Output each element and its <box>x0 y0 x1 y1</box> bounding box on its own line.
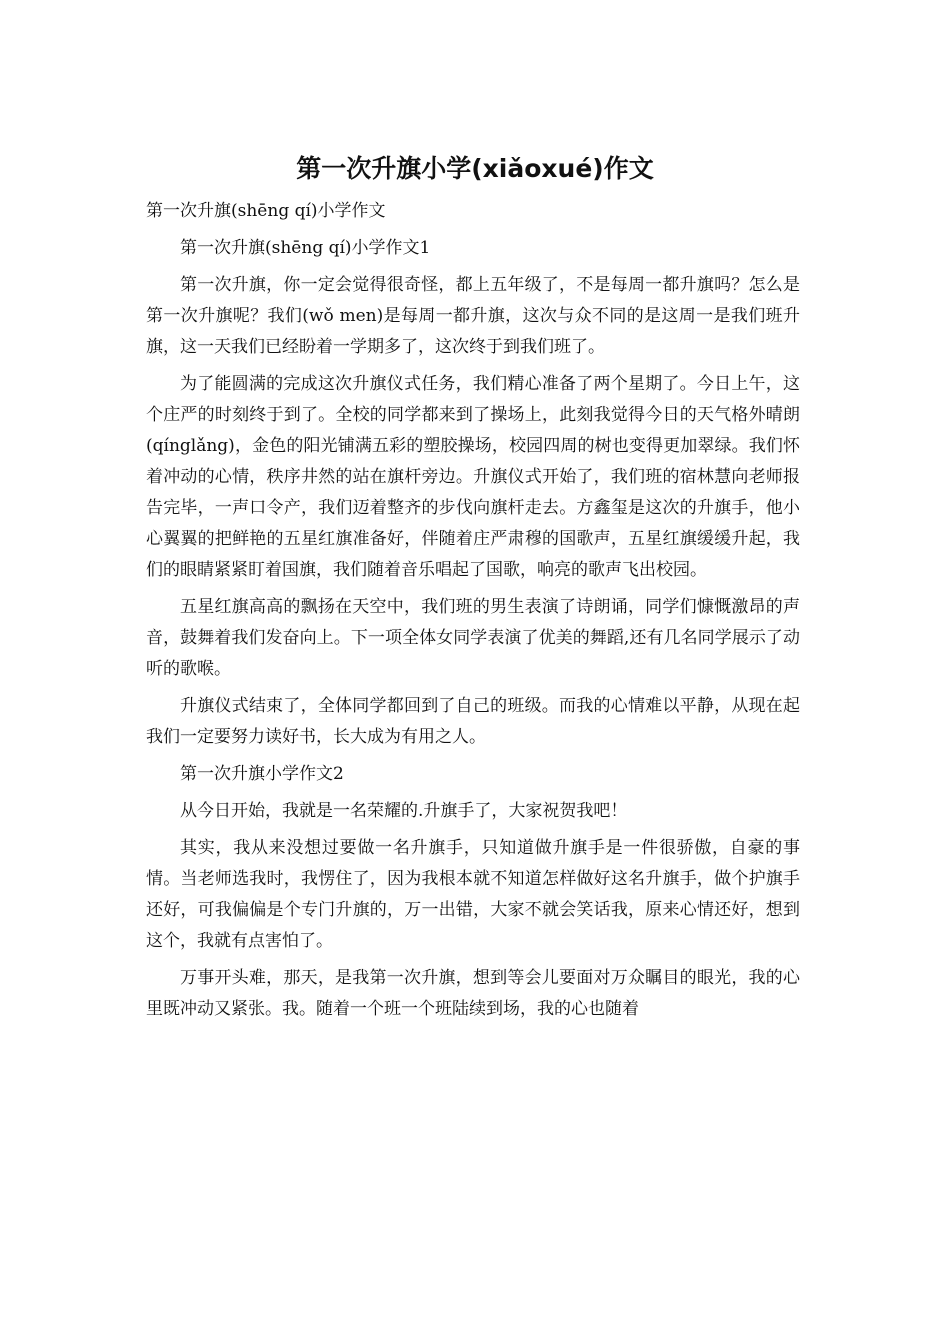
section-heading-1: 第一次升旗(shēng qí)小学作文1 <box>180 238 431 258</box>
paragraph: 第一次升旗，你一定会觉得很奇怪，都上五年级了，不是每周一都升旗吗？怎么是第一次升旗呢？我们(wǒ men)是每周一都升旗，这次与众不同的是这周一是我们班升旗，这一天我们已经盼着一学期多了，这次终于到我们班了。 <box>146 275 800 357</box>
paragraph: 五星红旗高高的飘扬在天空中，我们班的男生表演了诗朗诵，同学们慷慨激昂的声音，鼓舞着我们发奋向上。下一项全体女同学表演了优美的舞蹈,还有几名同学展示了动听的歌喉。 <box>146 597 800 679</box>
paragraph: 为了能圆满的完成这次升旗仪式任务，我们精心准备了两个星期了。今日上午，这个庄严的时刻终于到了。全校的同学都来到了操场上，此刻我觉得今日的天气格外晴朗(qínglǎng)，金色的阳光铺满五彩的塑胶操场，校园四周的树也变得更加翠绿。我们怀着冲动的心情，秩序井然的站在旗杆旁边。升旗仪式开始了，我们班的宿林慧向老师报告完毕，一声口令产，我们迈着整齐的步伐向旗杆走去。方鑫玺是这次的升旗手，他小心翼翼的把鲜艳的五星红旗准备好，伴随着庄严肃穆的国歌声，五星红旗缓缓升起，我们的眼睛紧紧盯着国旗，我们随着音乐唱起了国歌，响亮的歌声飞出校园。 <box>146 374 800 580</box>
paragraph: 升旗仪式结束了，全体同学都回到了自己的班级。而我的心情难以平静，从现在起我们一定要努力读好书，长大成为有用之人。 <box>146 696 800 747</box>
document-body <box>146 196 800 1031</box>
paragraph: 从今日开始，我就是一名荣耀的.升旗手了，大家祝贺我吧！ <box>180 801 628 821</box>
section-heading-2: 第一次升旗小学作文2 <box>180 764 344 784</box>
document-title: 第一次升旗小学(xiǎoxué)作文 <box>296 154 654 183</box>
paragraph: 其实，我从来没想过要做一名升旗手，只知道做升旗手是一件很骄傲，自豪的事情。当老师选我时，我愣住了，因为我根本就不知道怎样做好这名升旗手，做个护旗手还好，可我偏偏是个专门升旗的，万一出错，大家不就会笑话我，原来心情还好，想到这个，我就有点害怕了。 <box>146 838 800 951</box>
paragraph: 万事开头难，那天，是我第一次升旗，想到等会儿要面对万众瞩目的眼光，我的心里既冲动又紧张。我。随着一个班一个班陆续到场，我的心也随着 <box>146 968 800 1019</box>
document-subtitle: 第一次升旗(shēng qí)小学作文 <box>146 201 386 221</box>
